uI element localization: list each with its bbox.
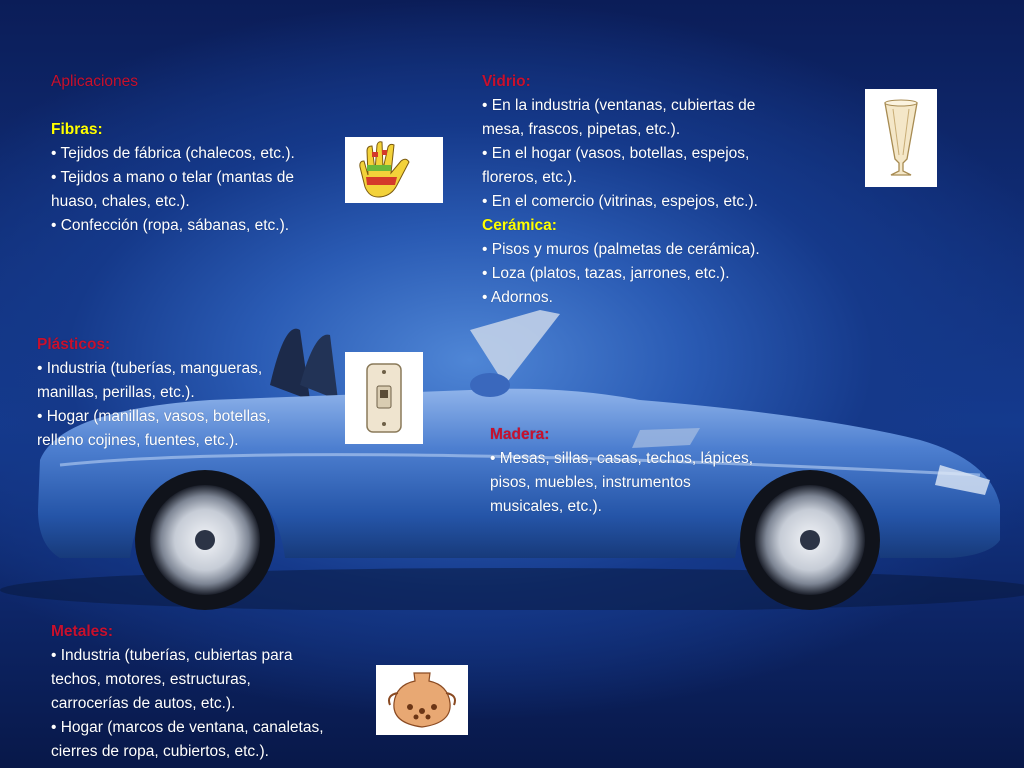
madera-line: musicales, etc.). bbox=[490, 498, 602, 515]
metales-heading: Metales: bbox=[51, 623, 114, 640]
glass-vase-icon bbox=[865, 89, 937, 187]
metales-section bbox=[51, 620, 324, 764]
fibras-line: • Confección (ropa, sábanas, etc.). bbox=[51, 217, 290, 234]
ceramica-line: • Loza (platos, tazas, jarrones, etc.). bbox=[482, 265, 730, 282]
madera-line: • Mesas, sillas, casas, techos, lápices, bbox=[490, 450, 754, 467]
metales-line: • Industria (tuberías, cubiertas para bbox=[51, 647, 293, 664]
plasticos-section bbox=[37, 333, 271, 453]
metales-line: techos, motores, estructuras, bbox=[51, 671, 251, 688]
madera-line: pisos, muebles, instrumentos bbox=[490, 474, 691, 491]
vidrio-section bbox=[482, 70, 760, 310]
plasticos-line: • Hogar (manillas, vasos, botellas, bbox=[37, 408, 271, 425]
vidrio-line: • En el comercio (vitrinas, espejos, etc.). bbox=[482, 193, 758, 210]
fibras-line: • Tejidos a mano o telar (mantas de bbox=[51, 169, 294, 186]
plasticos-line: relleno cojines, fuentes, etc.). bbox=[37, 432, 239, 449]
fibras-line: huaso, chales, etc.). bbox=[51, 193, 190, 210]
fibras-heading: Fibras: bbox=[51, 121, 103, 138]
vidrio-heading: Vidrio: bbox=[482, 73, 531, 90]
metales-line: • Hogar (marcos de ventana, canaletas, bbox=[51, 719, 324, 736]
light-switch-icon bbox=[345, 352, 423, 444]
vidrio-line: • En la industria (ventanas, cubiertas de bbox=[482, 97, 756, 114]
plasticos-line: • Industria (tuberías, mangueras, bbox=[37, 360, 263, 377]
fibras-section bbox=[51, 118, 295, 238]
ceramic-jar-icon bbox=[376, 665, 468, 735]
slide-title bbox=[51, 70, 138, 94]
madera-section bbox=[490, 423, 753, 519]
vidrio-line: • En el hogar (vasos, botellas, espejos, bbox=[482, 145, 750, 162]
plasticos-line: manillas, perillas, etc.). bbox=[37, 384, 195, 401]
metales-line: cierres de ropa, cubiertos, etc.). bbox=[51, 743, 269, 760]
plasticos-heading: Plásticos: bbox=[37, 336, 111, 353]
metales-line: carrocerías de autos, etc.). bbox=[51, 695, 236, 712]
ceramica-line: • Adornos. bbox=[482, 289, 553, 306]
vidrio-line: floreros, etc.). bbox=[482, 169, 577, 186]
madera-heading: Madera: bbox=[490, 426, 550, 443]
glove-icon bbox=[345, 137, 443, 203]
fibras-line: • Tejidos de fábrica (chalecos, etc.). bbox=[51, 145, 295, 162]
vidrio-line: mesa, frascos, pipetas, etc.). bbox=[482, 121, 681, 138]
ceramica-heading: Cerámica: bbox=[482, 217, 557, 234]
title-text: Aplicaciones bbox=[51, 73, 139, 90]
ceramica-line: • Pisos y muros (palmetas de cerámica). bbox=[482, 241, 760, 258]
